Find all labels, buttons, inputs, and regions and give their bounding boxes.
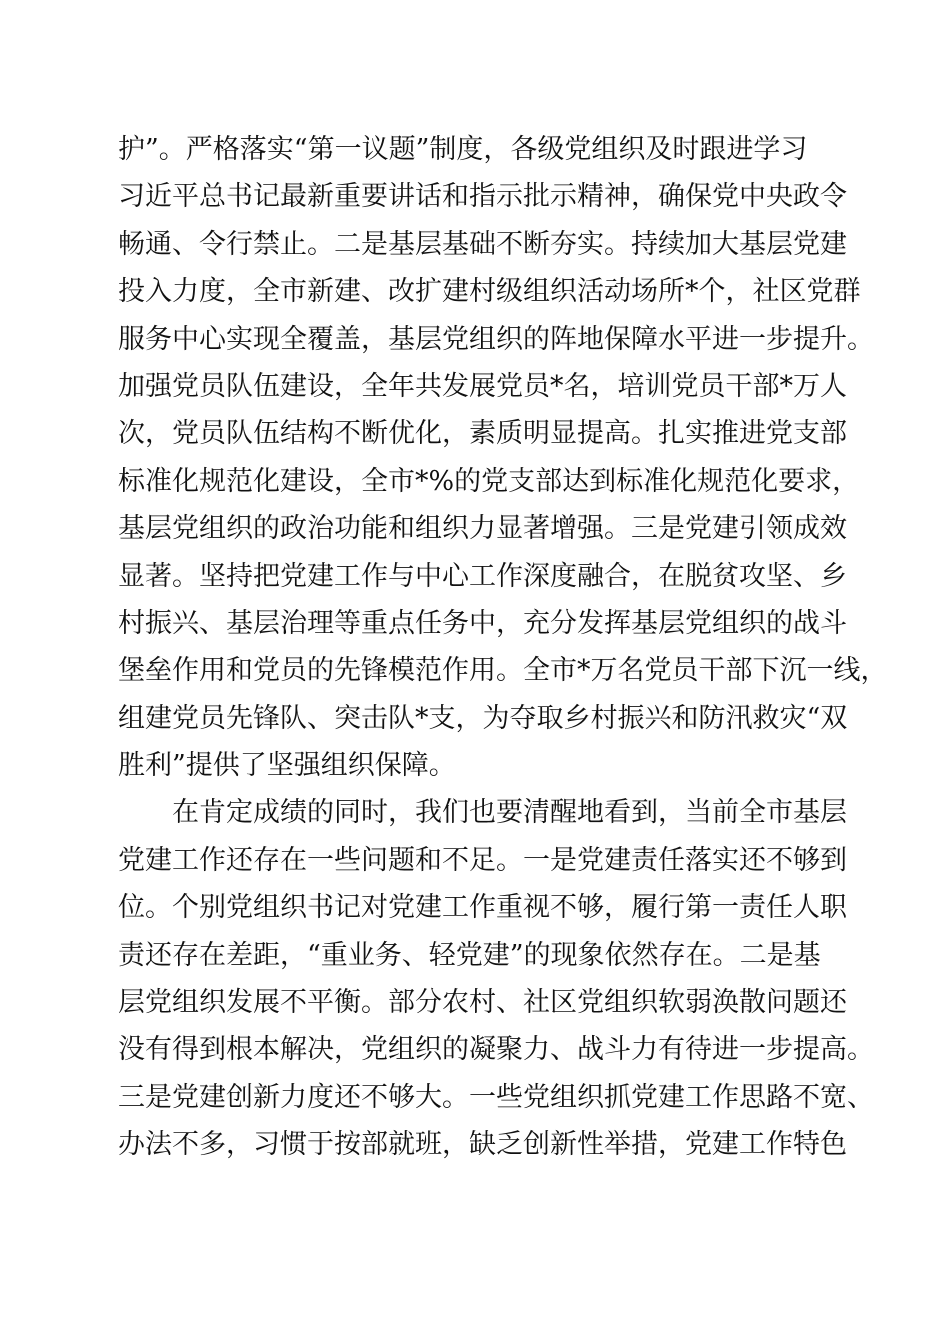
text-line: 没有得到根本解决，党组织的凝聚力、战斗力有待进一步提高。 [118, 1034, 874, 1066]
text-line: 加强党员队伍建设，全年共发展党员*名，培训党员干部*万人 [118, 370, 847, 402]
text-line: 位。个别党组织书记对党建工作重视不够，履行第一责任人职 [118, 892, 847, 924]
text-line: 层党组织发展不平衡。部分农村、社区党组织软弱涣散问题还 [118, 987, 847, 1019]
text-line: 基层党组织的政治功能和组织力显著增强。三是党建引领成效 [118, 513, 847, 545]
text-line: 办法不多，习惯于按部就班，缺乏创新性举措，党建工作特色 [118, 1129, 847, 1161]
text-line: 村振兴、基层治理等重点任务中，充分发挥基层党组织的战斗 [118, 607, 847, 639]
text-line: 党建工作还存在一些问题和不足。一是党建责任落实还不够到 [118, 844, 847, 876]
paragraph-2 [118, 789, 874, 1168]
text-line: 畅通、令行禁止。二是基层基础不断夯实。持续加大基层党建 [118, 228, 847, 260]
text-line: 胜利”提供了坚强组织保障。 [118, 750, 456, 782]
text-line: 标准化规范化建设，全市*%的党支部达到标准化规范化要求， [118, 465, 860, 497]
text-line: 服务中心实现全覆盖，基层党组织的阵地保障水平进一步提升。 [118, 323, 874, 355]
text-line: 护”。严格落实“第一议题”制度，各级党组织及时跟进学习 [118, 134, 808, 165]
text-line: 组建党员先锋队、突击队*支，为夺取乡村振兴和防汛救灾“双 [118, 702, 848, 734]
text-line: 习近平总书记最新重要讲话和指示批示精神，确保党中央政令 [118, 181, 847, 213]
text-line: 投入力度，全市新建、改扩建村级组织活动场所*个，社区党群 [118, 276, 861, 308]
text-line: 堡垒作用和党员的先锋模范作用。全市*万名党员干部下沉一线， [118, 655, 888, 687]
document-body [118, 126, 888, 1169]
text-line: 责还存在差距，“重业务、轻党建”的现象依然存在。二是基 [118, 939, 821, 971]
paragraph-1 [118, 126, 888, 789]
text-line: 在肯定成绩的同时，我们也要清醒地看到，当前全市基层 [172, 797, 847, 829]
text-line: 次，党员队伍结构不断优化，素质明显提高。扎实推进党支部 [118, 418, 847, 450]
text-line: 三是党建创新力度还不够大。一些党组织抓党建工作思路不宽、 [118, 1081, 874, 1113]
text-line: 显著。坚持把党建工作与中心工作深度融合，在脱贫攻坚、乡 [118, 560, 847, 592]
